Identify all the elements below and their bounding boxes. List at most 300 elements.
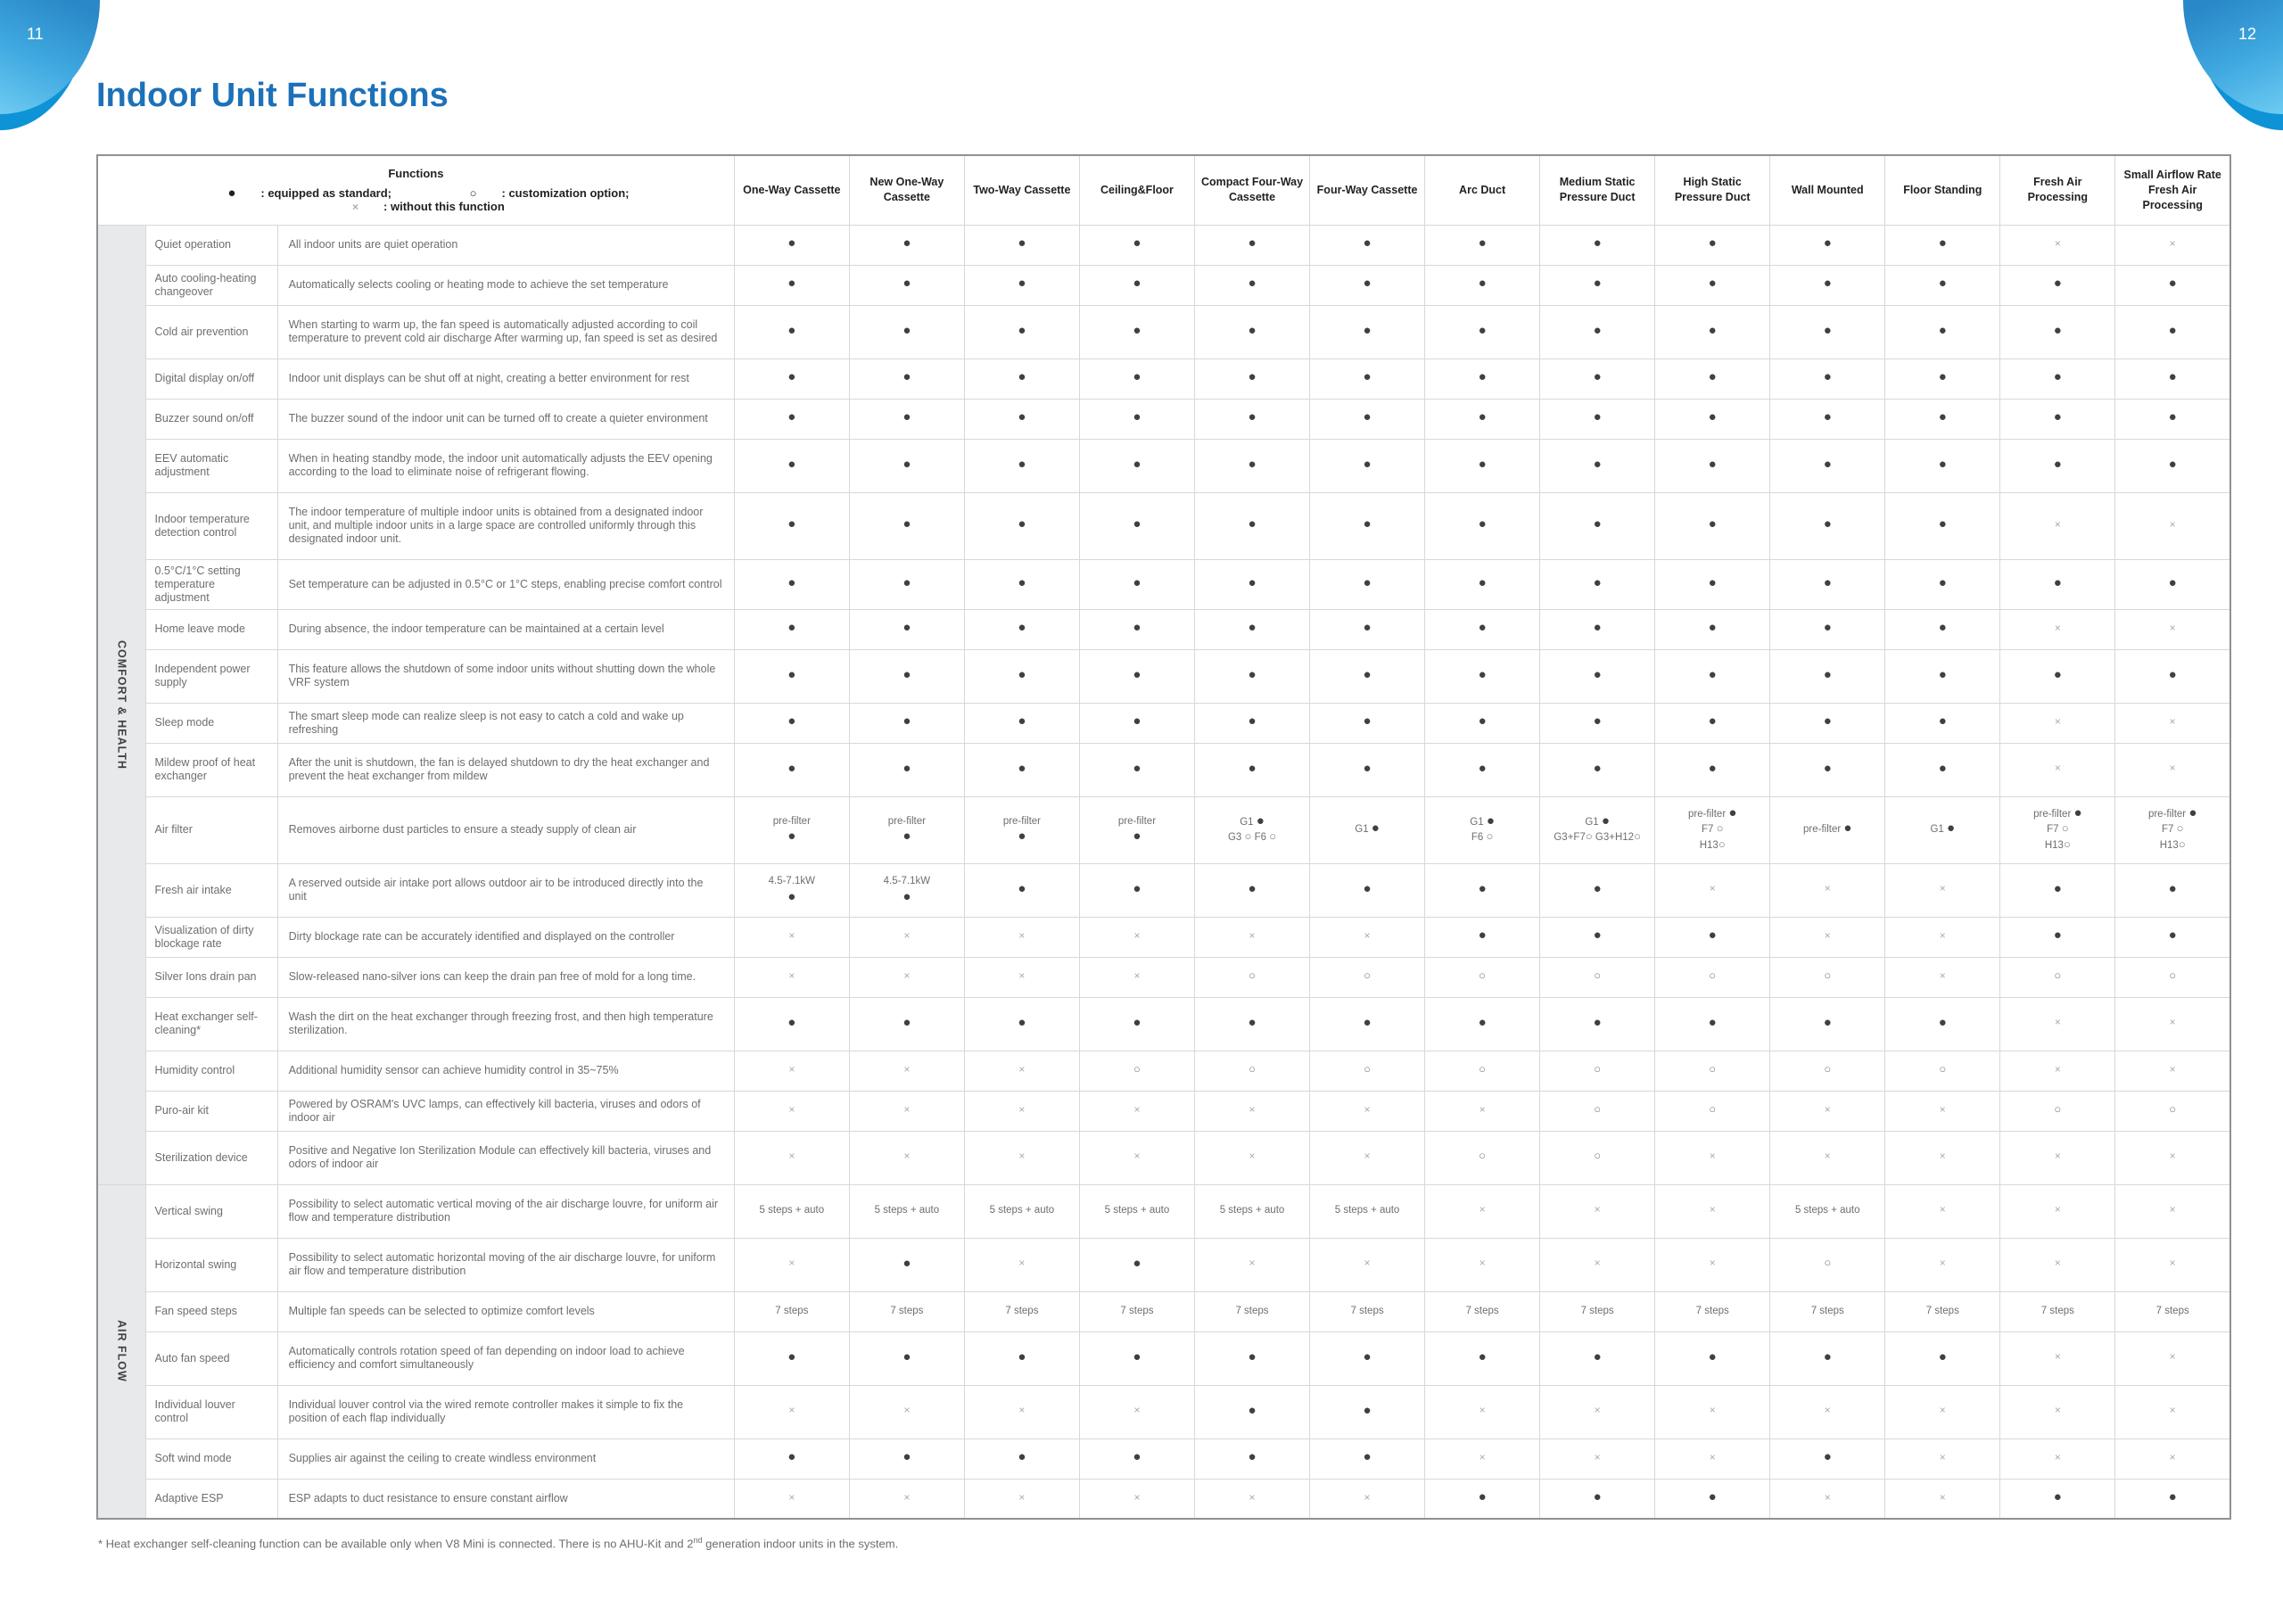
function-value: × bbox=[1194, 1091, 1309, 1131]
function-value: ○ bbox=[1194, 957, 1309, 997]
table-row bbox=[97, 492, 2230, 559]
function-name: Auto fan speed bbox=[145, 1331, 277, 1385]
function-value: 5 steps + auto bbox=[1079, 1184, 1194, 1238]
column-header: Medium Static Pressure Duct bbox=[1540, 155, 1655, 225]
function-value: 7 steps bbox=[1770, 1291, 1885, 1331]
function-value: × bbox=[2115, 492, 2230, 559]
corner-main-shape bbox=[2183, 0, 2283, 114]
function-value: × bbox=[734, 1091, 849, 1131]
function-value: ○ bbox=[1540, 1051, 1655, 1091]
function-value: ● bbox=[1079, 649, 1194, 703]
function-description: Removes airborne dust particles to ensure a steady supply of clean air bbox=[277, 796, 734, 863]
function-description: Additional humidity sensor can achieve humidity control in 35~75% bbox=[277, 1051, 734, 1091]
function-value: ● bbox=[1425, 439, 1540, 492]
function-name: Indoor temperature detection control bbox=[145, 492, 277, 559]
function-value: ● bbox=[849, 1331, 964, 1385]
function-value: ● bbox=[964, 265, 1079, 305]
function-value: ● bbox=[1540, 359, 1655, 399]
table-row bbox=[97, 917, 2230, 957]
function-value: G1 ● G3 ○ F6 ○ bbox=[1194, 796, 1309, 863]
function-value: × bbox=[964, 1091, 1079, 1131]
function-value: ● bbox=[1885, 649, 2000, 703]
function-value: ● bbox=[1770, 359, 1885, 399]
function-value: × bbox=[1655, 1131, 1770, 1184]
function-value: ● bbox=[1770, 703, 1885, 743]
function-value: 7 steps bbox=[1425, 1291, 1540, 1331]
function-value: × bbox=[2000, 1051, 2115, 1091]
function-value: ● bbox=[1540, 439, 1655, 492]
function-value: ● bbox=[849, 225, 964, 265]
function-value: ● bbox=[2000, 399, 2115, 439]
function-value: 5 steps + auto bbox=[1310, 1184, 1425, 1238]
function-value: ● bbox=[1425, 305, 1540, 359]
function-value: ● bbox=[964, 439, 1079, 492]
function-value: ○ bbox=[2000, 957, 2115, 997]
footnote-superscript: nd bbox=[693, 1536, 703, 1545]
function-name: Sleep mode bbox=[145, 703, 277, 743]
column-header: Floor Standing bbox=[1885, 155, 2000, 225]
function-value: ● bbox=[1194, 439, 1309, 492]
function-value: × bbox=[2115, 997, 2230, 1051]
function-value: ● bbox=[849, 492, 964, 559]
function-value: pre-filter ● F7 ○ H13○ bbox=[2115, 796, 2230, 863]
function-value: × bbox=[849, 1479, 964, 1519]
function-description: Automatically selects cooling or heating mode to achieve the set temperature bbox=[277, 265, 734, 305]
function-value: ● bbox=[1770, 305, 1885, 359]
function-value: ● bbox=[1425, 609, 1540, 649]
function-value: ● bbox=[1540, 492, 1655, 559]
function-value: ● bbox=[2115, 649, 2230, 703]
table-row bbox=[97, 703, 2230, 743]
function-value: × bbox=[2115, 1439, 2230, 1479]
function-value: ● bbox=[1425, 649, 1540, 703]
table-row bbox=[97, 1238, 2230, 1291]
function-value: ● bbox=[1885, 997, 2000, 1051]
table-row bbox=[97, 863, 2230, 917]
function-value: ● bbox=[734, 559, 849, 609]
function-value: ● bbox=[734, 225, 849, 265]
function-value: ● bbox=[2000, 439, 2115, 492]
legend-item-without: × : without this function bbox=[352, 200, 505, 214]
function-value: ● bbox=[1310, 265, 1425, 305]
function-value: × bbox=[1425, 1184, 1540, 1238]
function-value: ● bbox=[964, 559, 1079, 609]
function-value: ● bbox=[1310, 225, 1425, 265]
column-header: New One-Way Cassette bbox=[849, 155, 964, 225]
function-value: ● bbox=[849, 743, 964, 796]
function-description: A reserved outside air intake port allows outdoor air to be introduced directly into the unit bbox=[277, 863, 734, 917]
function-value: ● bbox=[1425, 743, 1540, 796]
function-value: ● bbox=[849, 559, 964, 609]
function-value: ● bbox=[1310, 559, 1425, 609]
function-value: ● bbox=[1540, 649, 1655, 703]
function-value: ● bbox=[1655, 917, 1770, 957]
function-value: ● bbox=[734, 703, 849, 743]
function-description: ESP adapts to duct resistance to ensure constant airflow bbox=[277, 1479, 734, 1519]
function-value: ○ bbox=[1425, 957, 1540, 997]
function-value: ● bbox=[1310, 743, 1425, 796]
function-value: ● bbox=[1655, 359, 1770, 399]
function-value: ● bbox=[1079, 863, 1194, 917]
function-name: Visualization of dirty blockage rate bbox=[145, 917, 277, 957]
function-value: × bbox=[2115, 1051, 2230, 1091]
footnote-text: * Heat exchanger self-cleaning function can be available only when V8 Mini is connected. There is no AHU-Kit and 2 bbox=[98, 1537, 694, 1551]
function-value: ● bbox=[1425, 399, 1540, 439]
function-value: G1 ● F6 ○ bbox=[1425, 796, 1540, 863]
function-value: ● bbox=[964, 492, 1079, 559]
column-header: One-Way Cassette bbox=[734, 155, 849, 225]
function-value: ● bbox=[964, 305, 1079, 359]
function-value: ● bbox=[2115, 399, 2230, 439]
function-value: × bbox=[849, 1051, 964, 1091]
table-row bbox=[97, 559, 2230, 609]
function-value: ● bbox=[1079, 703, 1194, 743]
function-value: × bbox=[1655, 1184, 1770, 1238]
function-value: ● bbox=[1540, 1479, 1655, 1519]
function-value: G1 ● bbox=[1310, 796, 1425, 863]
functions-table bbox=[96, 154, 2231, 1520]
function-value: ● bbox=[2115, 359, 2230, 399]
function-description: Possibility to select automatic horizontal moving of the air discharge louvre, for uniform air flow and temperature distribution bbox=[277, 1238, 734, 1291]
function-value: 5 steps + auto bbox=[1770, 1184, 1885, 1238]
function-name: 0.5°C/1°C setting temperature adjustment bbox=[145, 559, 277, 609]
function-value: ● bbox=[1194, 649, 1309, 703]
function-value: ● bbox=[1540, 559, 1655, 609]
table-row bbox=[97, 1131, 2230, 1184]
function-description: Possibility to select automatic vertical moving of the air discharge louvre, for uniform air flow and temperature distribution bbox=[277, 1184, 734, 1238]
function-description: Powered by OSRAM's UVC lamps, can effectively kill bacteria, viruses and odors of indoor air bbox=[277, 1091, 734, 1131]
function-value: × bbox=[1310, 917, 1425, 957]
function-value: × bbox=[2000, 743, 2115, 796]
function-value: ○ bbox=[1655, 1051, 1770, 1091]
function-name: Air filter bbox=[145, 796, 277, 863]
function-name: Heat exchanger self-cleaning* bbox=[145, 997, 277, 1051]
function-description: During absence, the indoor temperature can be maintained at a certain level bbox=[277, 609, 734, 649]
function-value: × bbox=[734, 1385, 849, 1439]
function-value: ● bbox=[1310, 439, 1425, 492]
function-value: ● bbox=[1540, 609, 1655, 649]
function-value: ● bbox=[1194, 305, 1309, 359]
function-name: Digital display on/off bbox=[145, 359, 277, 399]
function-name: Individual louver control bbox=[145, 1385, 277, 1439]
function-value: ● bbox=[1885, 265, 2000, 305]
legend-item-option: ○ : customization option; bbox=[469, 186, 630, 201]
function-value: ● bbox=[964, 399, 1079, 439]
function-value: ● bbox=[1655, 997, 1770, 1051]
function-value: × bbox=[1770, 1131, 1885, 1184]
function-value: × bbox=[1770, 1091, 1885, 1131]
function-value: × bbox=[849, 1091, 964, 1131]
table-row bbox=[97, 1091, 2230, 1131]
legend-title: Functions bbox=[388, 167, 444, 181]
function-value: × bbox=[2000, 1131, 2115, 1184]
function-value: ● bbox=[1655, 225, 1770, 265]
function-description: Automatically controls rotation speed of fan depending on indoor load to achieve efficiency and comfort simultaneously bbox=[277, 1331, 734, 1385]
function-value: ● bbox=[1885, 559, 2000, 609]
function-value: × bbox=[849, 1385, 964, 1439]
function-value: ● bbox=[849, 265, 964, 305]
function-value: ● bbox=[1425, 559, 1540, 609]
function-description: Set temperature can be adjusted in 0.5°C or 1°C steps, enabling precise comfort control bbox=[277, 559, 734, 609]
function-value: × bbox=[1770, 1385, 1885, 1439]
function-value: ● bbox=[1310, 649, 1425, 703]
function-value: × bbox=[1770, 917, 1885, 957]
table-row bbox=[97, 399, 2230, 439]
function-value: ● bbox=[1079, 439, 1194, 492]
function-value: ● bbox=[734, 1439, 849, 1479]
function-value: 7 steps bbox=[2115, 1291, 2230, 1331]
function-value: ● bbox=[1425, 917, 1540, 957]
function-value: ● bbox=[1194, 1439, 1309, 1479]
table-row bbox=[97, 1184, 2230, 1238]
function-value: ● bbox=[1194, 225, 1309, 265]
function-name: Sterilization device bbox=[145, 1131, 277, 1184]
function-value: ● bbox=[849, 399, 964, 439]
function-value: ● bbox=[1079, 492, 1194, 559]
function-description: Wash the dirt on the heat exchanger through freezing frost, and then high temperature sterilization. bbox=[277, 997, 734, 1051]
function-value: 7 steps bbox=[849, 1291, 964, 1331]
function-value: × bbox=[1885, 1479, 2000, 1519]
function-value: ● bbox=[734, 305, 849, 359]
function-value: × bbox=[1655, 863, 1770, 917]
function-value: ● bbox=[1079, 305, 1194, 359]
footnote-text-end: generation indoor units in the system. bbox=[702, 1537, 899, 1551]
function-value: ● bbox=[1194, 1385, 1309, 1439]
function-value: ● bbox=[1770, 399, 1885, 439]
function-value: ● bbox=[1540, 399, 1655, 439]
function-value: ● bbox=[734, 743, 849, 796]
function-value: × bbox=[964, 957, 1079, 997]
function-value: × bbox=[1540, 1184, 1655, 1238]
function-value: × bbox=[1885, 1091, 2000, 1131]
function-value: ● bbox=[1540, 1331, 1655, 1385]
function-value: ● bbox=[734, 399, 849, 439]
function-value: ● bbox=[964, 225, 1079, 265]
function-value: ● bbox=[2000, 305, 2115, 359]
column-header: Ceiling&Floor bbox=[1079, 155, 1194, 225]
function-value: ● bbox=[734, 492, 849, 559]
function-value: ● bbox=[1310, 399, 1425, 439]
function-name: Vertical swing bbox=[145, 1184, 277, 1238]
function-value: ● bbox=[1540, 265, 1655, 305]
function-value: × bbox=[734, 1479, 849, 1519]
function-value: ● bbox=[1194, 863, 1309, 917]
function-value: ○ bbox=[1770, 1238, 1885, 1291]
function-description: Multiple fan speeds can be selected to optimize comfort levels bbox=[277, 1291, 734, 1331]
function-value: ● bbox=[1540, 997, 1655, 1051]
function-value: × bbox=[1655, 1439, 1770, 1479]
function-value: 7 steps bbox=[1194, 1291, 1309, 1331]
column-header: Compact Four-Way Cassette bbox=[1194, 155, 1309, 225]
function-value: ● bbox=[1194, 559, 1309, 609]
corner-main-shape bbox=[0, 0, 100, 114]
function-value: × bbox=[2000, 609, 2115, 649]
function-value: ● bbox=[1885, 609, 2000, 649]
function-value: ● bbox=[734, 1331, 849, 1385]
function-value: × bbox=[964, 1479, 1079, 1519]
function-name: Fresh air intake bbox=[145, 863, 277, 917]
function-value: ● bbox=[1655, 399, 1770, 439]
function-value: ● bbox=[1655, 609, 1770, 649]
function-value: × bbox=[1310, 1091, 1425, 1131]
function-value: ○ bbox=[1655, 1091, 1770, 1131]
function-value: ● bbox=[1079, 265, 1194, 305]
function-value: × bbox=[2000, 1184, 2115, 1238]
function-value: 7 steps bbox=[964, 1291, 1079, 1331]
function-value: ● bbox=[1079, 359, 1194, 399]
function-value: × bbox=[1425, 1238, 1540, 1291]
function-value: × bbox=[1425, 1439, 1540, 1479]
function-value: × bbox=[964, 1238, 1079, 1291]
function-value: × bbox=[964, 1051, 1079, 1091]
function-value: × bbox=[2000, 1439, 2115, 1479]
function-value: ● bbox=[734, 359, 849, 399]
function-value: ● bbox=[1194, 1331, 1309, 1385]
function-value: ● bbox=[1885, 305, 2000, 359]
function-value: ● bbox=[1770, 1331, 1885, 1385]
function-description: Indoor unit displays can be shut off at night, creating a better environment for rest bbox=[277, 359, 734, 399]
footnote bbox=[98, 1536, 898, 1550]
function-value: × bbox=[2000, 1331, 2115, 1385]
function-value: × bbox=[849, 957, 964, 997]
function-value: ● bbox=[1655, 305, 1770, 359]
function-name: Cold air prevention bbox=[145, 305, 277, 359]
column-header: Fresh Air Processing bbox=[2000, 155, 2115, 225]
function-value: × bbox=[1885, 1238, 2000, 1291]
function-value: ● bbox=[1655, 265, 1770, 305]
function-value: ● bbox=[2115, 559, 2230, 609]
function-value: ● bbox=[1770, 649, 1885, 703]
function-description: Slow-released nano-silver ions can keep the drain pan free of mold for a long time. bbox=[277, 957, 734, 997]
page-title: Indoor Unit Functions bbox=[96, 77, 449, 114]
table-row bbox=[97, 1479, 2230, 1519]
function-value: ● bbox=[1079, 743, 1194, 796]
function-value: × bbox=[1770, 863, 1885, 917]
function-value: × bbox=[964, 1131, 1079, 1184]
function-name: Mildew proof of heat exchanger bbox=[145, 743, 277, 796]
function-value: ● bbox=[734, 439, 849, 492]
table-row bbox=[97, 265, 2230, 305]
function-value: 7 steps bbox=[1310, 1291, 1425, 1331]
function-value: ● bbox=[1655, 492, 1770, 559]
function-name: Quiet operation bbox=[145, 225, 277, 265]
function-value: ● bbox=[1540, 305, 1655, 359]
function-value: ○ bbox=[1310, 1051, 1425, 1091]
function-value: ● bbox=[1310, 359, 1425, 399]
column-header: Two-Way Cassette bbox=[964, 155, 1079, 225]
function-value: ● bbox=[964, 649, 1079, 703]
function-value: × bbox=[2115, 1238, 2230, 1291]
function-name: Adaptive ESP bbox=[145, 1479, 277, 1519]
function-value: × bbox=[1079, 1091, 1194, 1131]
function-value: ● bbox=[2000, 649, 2115, 703]
function-value: ○ bbox=[1655, 957, 1770, 997]
function-value: ● bbox=[964, 359, 1079, 399]
function-value: ● bbox=[1310, 1385, 1425, 1439]
function-value: G1 ● bbox=[1885, 796, 2000, 863]
function-value: 5 steps + auto bbox=[734, 1184, 849, 1238]
function-value: × bbox=[1885, 1184, 2000, 1238]
function-name: Humidity control bbox=[145, 1051, 277, 1091]
table-row bbox=[97, 225, 2230, 265]
function-value: ● bbox=[1194, 743, 1309, 796]
function-value: ● bbox=[964, 1439, 1079, 1479]
function-value: ● bbox=[1310, 997, 1425, 1051]
function-value: ● bbox=[2115, 265, 2230, 305]
table-row bbox=[97, 1385, 2230, 1439]
function-value: × bbox=[1885, 1385, 2000, 1439]
function-value: × bbox=[1079, 917, 1194, 957]
column-header: Wall Mounted bbox=[1770, 155, 1885, 225]
function-value: ● bbox=[1885, 225, 2000, 265]
column-header: Arc Duct bbox=[1425, 155, 1540, 225]
function-value: ○ bbox=[1425, 1131, 1540, 1184]
function-value: × bbox=[1425, 1091, 1540, 1131]
function-value: 5 steps + auto bbox=[849, 1184, 964, 1238]
function-value: ● bbox=[734, 649, 849, 703]
function-value: × bbox=[2115, 743, 2230, 796]
function-description: When in heating standby mode, the indoor unit automatically adjusts the EEV opening according to the load to eliminate noise of refrigerant flowing. bbox=[277, 439, 734, 492]
function-value: ● bbox=[1540, 703, 1655, 743]
function-value: 5 steps + auto bbox=[1194, 1184, 1309, 1238]
function-value: × bbox=[1079, 1479, 1194, 1519]
function-value: ● bbox=[1770, 997, 1885, 1051]
table-header-row bbox=[97, 155, 2230, 225]
function-value: ● bbox=[2115, 863, 2230, 917]
function-value: × bbox=[734, 1238, 849, 1291]
function-value: × bbox=[1079, 1131, 1194, 1184]
page-corner-left bbox=[0, 0, 100, 114]
table-row bbox=[97, 649, 2230, 703]
function-value: ● bbox=[2115, 305, 2230, 359]
function-value: ● bbox=[1770, 609, 1885, 649]
function-value: ○ bbox=[1770, 957, 1885, 997]
function-value: ● bbox=[1194, 359, 1309, 399]
function-value: ● bbox=[964, 1331, 1079, 1385]
function-value: × bbox=[734, 917, 849, 957]
function-description: When starting to warm up, the fan speed is automatically adjusted according to coil temperature to prevent cold air discharge After warming up, fan speed is set as desired bbox=[277, 305, 734, 359]
function-description: The smart sleep mode can realize sleep is not easy to catch a cold and wake up refreshing bbox=[277, 703, 734, 743]
function-value: ● bbox=[849, 1439, 964, 1479]
function-value: ● bbox=[1079, 997, 1194, 1051]
function-value: 7 steps bbox=[2000, 1291, 2115, 1331]
function-value: ● bbox=[1310, 863, 1425, 917]
function-value: × bbox=[1194, 1238, 1309, 1291]
function-value: 4.5-7.1kW ● bbox=[849, 863, 964, 917]
table-row bbox=[97, 957, 2230, 997]
function-value: × bbox=[734, 1131, 849, 1184]
function-value: ● bbox=[964, 703, 1079, 743]
function-value: × bbox=[1885, 1439, 2000, 1479]
function-value: × bbox=[2000, 1385, 2115, 1439]
function-value: ● bbox=[2000, 265, 2115, 305]
section-label: COMFORT & HEALTH bbox=[97, 225, 145, 1184]
function-value: ○ bbox=[1540, 957, 1655, 997]
function-value: ● bbox=[2000, 863, 2115, 917]
table-row bbox=[97, 305, 2230, 359]
function-value: ● bbox=[1079, 1238, 1194, 1291]
function-value: × bbox=[1885, 957, 2000, 997]
function-value: ● bbox=[1655, 703, 1770, 743]
function-value: ● bbox=[1310, 609, 1425, 649]
function-value: × bbox=[2000, 492, 2115, 559]
function-value: ● bbox=[1425, 225, 1540, 265]
function-value: ● bbox=[1425, 703, 1540, 743]
function-value: ● bbox=[1425, 492, 1540, 559]
function-value: ● bbox=[2000, 917, 2115, 957]
function-value: ● bbox=[1885, 399, 2000, 439]
function-value: × bbox=[2115, 1331, 2230, 1385]
